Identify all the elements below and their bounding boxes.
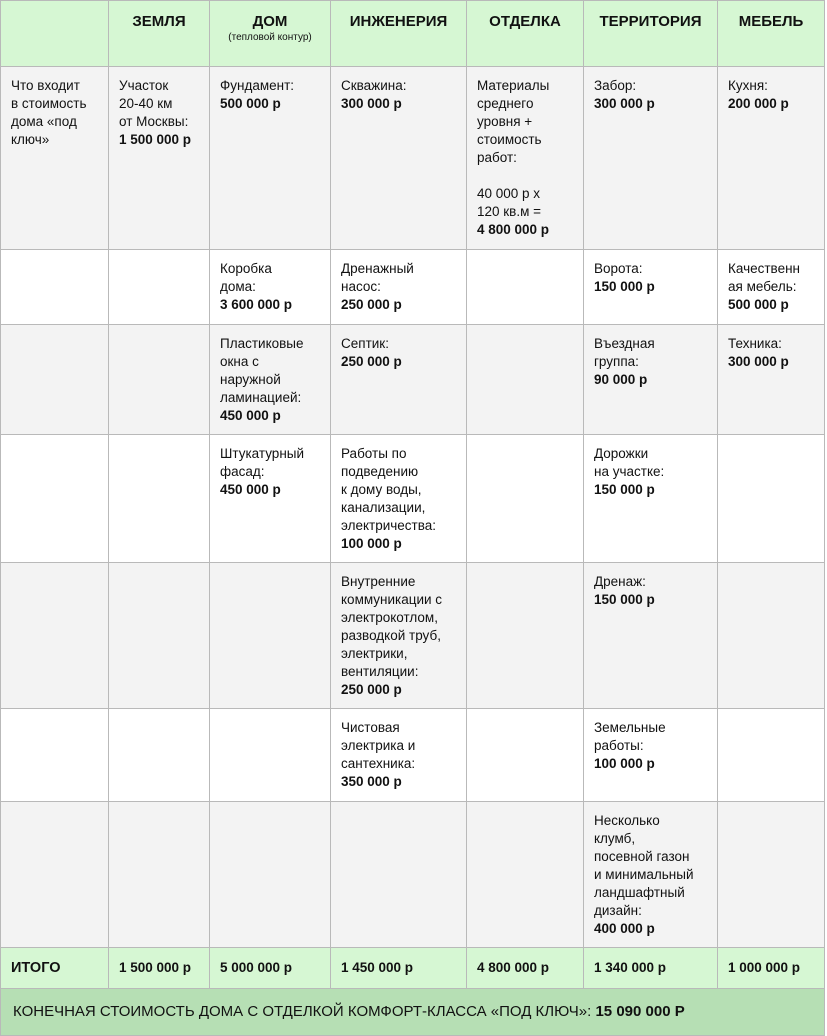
- final-cost-label: КОНЕЧНАЯ СТОИМОСТЬ ДОМА С ОТДЕЛКОЙ КОМФОРТ-КЛАССА «ПОД КЛЮЧ»:: [13, 1003, 596, 1020]
- item-value: 450 000 р: [220, 482, 281, 497]
- table-row: [1, 67, 825, 250]
- table-cell: [718, 709, 825, 802]
- table-cell: [467, 563, 584, 709]
- row-header-cell: [1, 325, 109, 435]
- item-value: 350 000 р: [341, 774, 402, 789]
- total-land: 1 500 000 р: [109, 948, 210, 989]
- item-label: Участок 20-40 км от Москвы:: [119, 78, 189, 129]
- header-engineering: [331, 1, 467, 67]
- item-label: Несколько клумб, посевной газон и минимальный ландшафтный дизайн:: [594, 813, 694, 918]
- item-value: 450 000 р: [220, 408, 281, 423]
- table-cell: [467, 435, 584, 563]
- final-cost-cell: [1, 989, 825, 1036]
- table-cell: [210, 563, 331, 709]
- header-title: ДОМ: [252, 13, 288, 30]
- header-house: [210, 1, 331, 67]
- row-header-cell: [1, 802, 109, 948]
- row-header-cell: [1, 67, 109, 250]
- table-cell: [467, 250, 584, 325]
- table-cell: [331, 325, 467, 435]
- total-finishing: 4 800 000 р: [467, 948, 584, 989]
- table-row: [1, 250, 825, 325]
- item-value: 250 000 р: [341, 354, 402, 369]
- row-header-cell: [1, 563, 109, 709]
- table-cell: [331, 563, 467, 709]
- table-row: [1, 325, 825, 435]
- total-house: 5 000 000 р: [210, 948, 331, 989]
- table-cell: [584, 802, 718, 948]
- header-title: ЗЕМЛЯ: [132, 13, 186, 30]
- table-cell: [467, 709, 584, 802]
- header-land: [109, 1, 210, 67]
- item-label: Дренажный насос:: [341, 261, 414, 294]
- item-value: 250 000 р: [341, 297, 402, 312]
- item-label: Техника:: [728, 336, 782, 351]
- table-cell: [109, 563, 210, 709]
- item-value: 100 000 р: [341, 536, 402, 551]
- table-cell: [718, 67, 825, 250]
- item-label: Земельные работы:: [594, 720, 666, 753]
- header-row: [1, 1, 825, 67]
- row-header-cell: [1, 435, 109, 563]
- table-cell: [109, 709, 210, 802]
- item-value: 500 000 р: [220, 96, 281, 111]
- header-title: ОТДЕЛКА: [489, 13, 561, 30]
- item-label: Скважина:: [341, 78, 407, 93]
- item-value: 250 000 р: [341, 682, 402, 697]
- item-label: Забор:: [594, 78, 637, 93]
- item-label: Фундамент:: [220, 78, 295, 93]
- table-cell: [467, 802, 584, 948]
- table-cell: [718, 325, 825, 435]
- header-finishing: [467, 1, 584, 67]
- item-value: 300 000 р: [728, 354, 789, 369]
- item-value: 400 000 р: [594, 921, 655, 936]
- totals-row: [1, 948, 825, 989]
- total-engineering: 1 450 000 р: [331, 948, 467, 989]
- table-cell: [331, 709, 467, 802]
- item-value: 1 500 000 р: [119, 132, 192, 147]
- table-cell: [331, 67, 467, 250]
- table-cell: [467, 325, 584, 435]
- table-cell: [331, 802, 467, 948]
- table-row: [1, 563, 825, 709]
- table-cell: [718, 563, 825, 709]
- header-corner: [1, 1, 109, 67]
- item-value: 3 600 000 р: [220, 297, 293, 312]
- item-value: 100 000 р: [594, 756, 655, 771]
- table-cell: [109, 325, 210, 435]
- item-label: Дренаж:: [594, 574, 646, 589]
- item-value: 300 000 р: [594, 96, 655, 111]
- item-label: Кухня:: [728, 78, 768, 93]
- table-cell: [584, 435, 718, 563]
- row-header-cell: [1, 709, 109, 802]
- table-cell: [718, 802, 825, 948]
- table-cell: [584, 709, 718, 802]
- item-value: 200 000 р: [728, 96, 789, 111]
- table-cell: [467, 67, 584, 250]
- item-label: Внутренние коммуникации с электрокотлом, разводкой труб, электрики, вентиляции:: [341, 574, 443, 679]
- item-label: Ворота:: [594, 261, 643, 276]
- table-cell: [109, 802, 210, 948]
- row-header-cell: [1, 250, 109, 325]
- table-row: [1, 435, 825, 563]
- table-row: [1, 709, 825, 802]
- table-cell: [584, 250, 718, 325]
- item-value: 150 000 р: [594, 279, 655, 294]
- table-cell: [210, 67, 331, 250]
- header-title: МЕБЕЛЬ: [738, 13, 804, 30]
- item-value: 90 000 р: [594, 372, 648, 387]
- item-value: 150 000 р: [594, 592, 655, 607]
- item-value: 300 000 р: [341, 96, 402, 111]
- item-label: Чистовая электрика и сантехника:: [341, 720, 416, 771]
- item-value: 4 800 000 р: [477, 222, 550, 237]
- item-label: Въездная группа:: [594, 336, 655, 369]
- table-cell: [331, 435, 467, 563]
- header-territory: [584, 1, 718, 67]
- final-cost-amount: 15 090 000 Р: [595, 1003, 685, 1020]
- table-cell: [109, 250, 210, 325]
- table-cell: [718, 250, 825, 325]
- table-row: [1, 802, 825, 948]
- table-cell: [584, 67, 718, 250]
- table-cell: [210, 250, 331, 325]
- item-label: Септик:: [341, 336, 389, 351]
- table-cell: [584, 563, 718, 709]
- table-cell: [210, 709, 331, 802]
- table-cell: [210, 802, 331, 948]
- table-cell: [584, 325, 718, 435]
- totals-label: ИТОГО: [1, 948, 109, 989]
- item-label: Коробка дома:: [220, 261, 272, 294]
- item-value: 500 000 р: [728, 297, 789, 312]
- header-furniture: [718, 1, 825, 67]
- total-territory: 1 340 000 р: [584, 948, 718, 989]
- table-cell: [109, 435, 210, 563]
- item-label: Качественн ая мебель:: [728, 261, 800, 294]
- table-cell: [210, 435, 331, 563]
- item-value: 150 000 р: [594, 482, 655, 497]
- table-cell: [210, 325, 331, 435]
- table-cell: [718, 435, 825, 563]
- table-cell: [109, 67, 210, 250]
- item-label: Материалы среднего уровня + стоимость работ: 40 000 р х 120 кв.м =: [477, 78, 550, 219]
- item-label: Пластиковые окна с наружной ламинацией:: [220, 336, 304, 405]
- table-cell: [331, 250, 467, 325]
- header-subtitle: (тепловой контур): [228, 32, 312, 43]
- final-row: [1, 989, 825, 1036]
- row-header-label: Что входит в стоимость дома «под ключ»: [11, 78, 87, 147]
- item-label: Работы по подведению к дому воды, канализации, электричества:: [341, 446, 437, 533]
- total-furniture: 1 000 000 р: [718, 948, 825, 989]
- header-title: ТЕРРИТОРИЯ: [599, 13, 702, 30]
- item-label: Штукатурный фасад:: [220, 446, 305, 479]
- item-label: Дорожки на участке:: [594, 446, 665, 479]
- header-title: ИНЖЕНЕРИЯ: [349, 13, 448, 30]
